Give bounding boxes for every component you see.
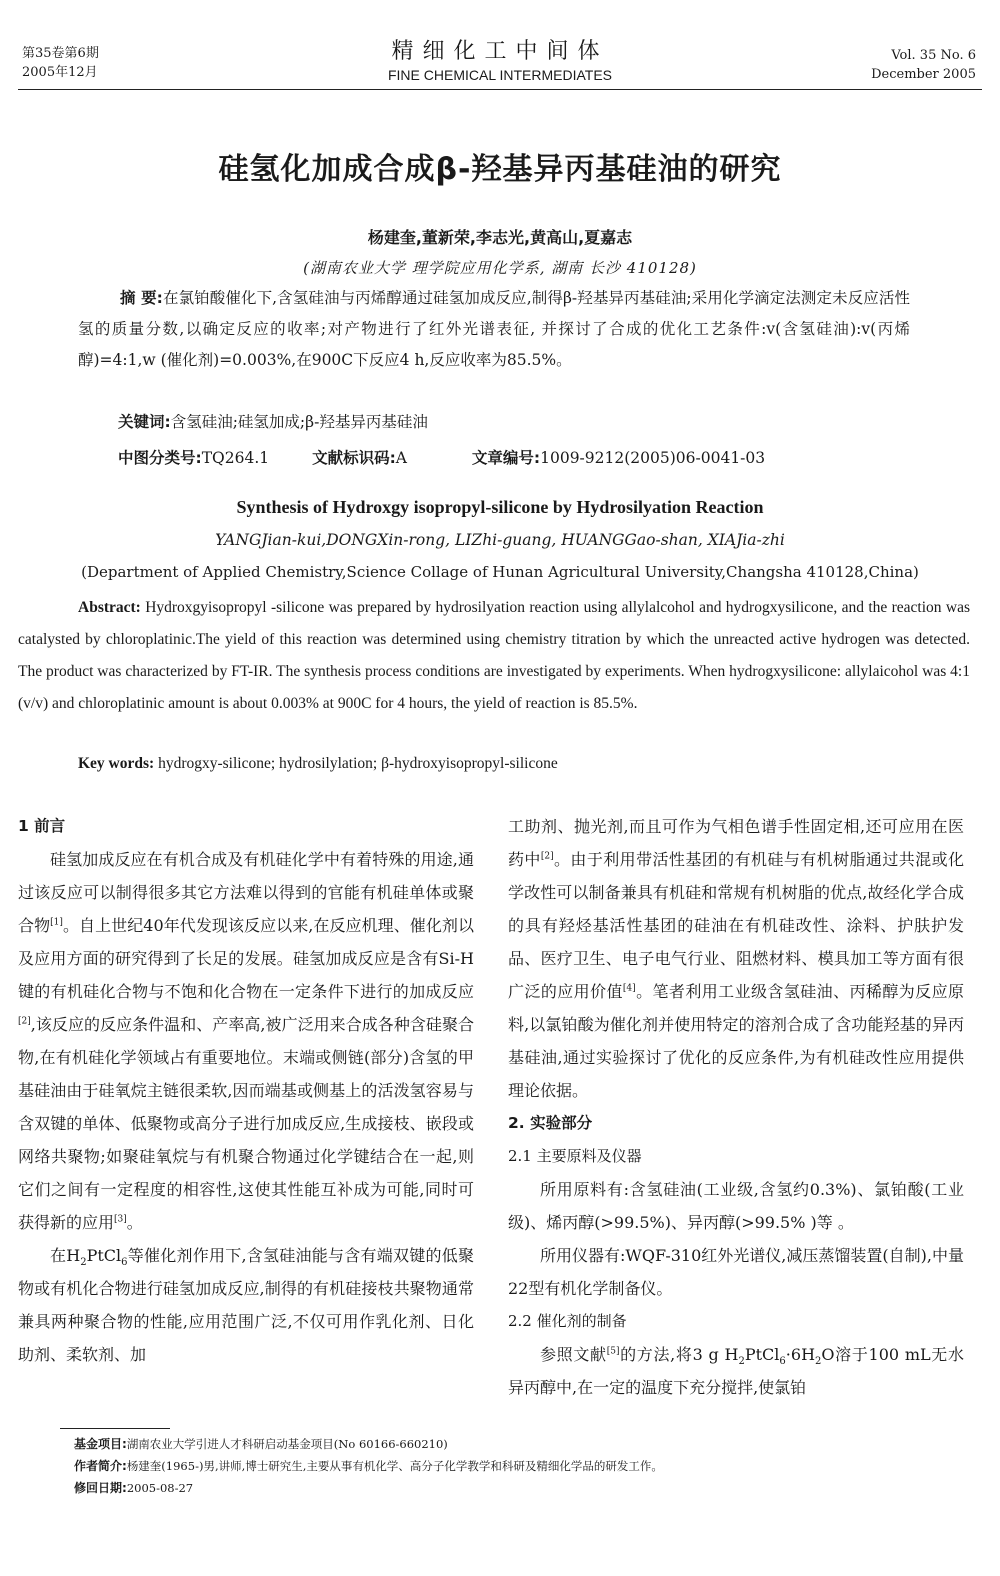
clc-value: TQ264.1 xyxy=(201,449,270,467)
volume-issue-cn: 第35卷第6期 xyxy=(22,46,99,61)
article-no-label: 文章编号: xyxy=(471,449,541,467)
keywords-cn-text: 含氢硅油;硅氢加成;β-羟基异丙基硅油 xyxy=(170,413,428,431)
abstract-cn-text: 在氯铂酸催化下,含氢硅油与丙烯醇通过硅氢加成反应,制得β-羟基异丙基硅油;采用化学滴定法测定未反应活性氢的质量分数,以确定反应的收率;对产物进行了红外光谱表征, 并探讨了合成的优化工艺条件:v(含氢硅油):v(丙烯醇)=4:1,w (催化剂)=0.003%,在900C下反应4 h,反应收率为85.5%。 xyxy=(78,289,910,369)
date-en: December 2005 xyxy=(871,67,976,82)
abstract-en-text: Hydroxgyisopropyl -silicone was prepared by hydrosilyation reaction using allylalcohol and hydrogxysilicone, and the reaction was catalysted by chloroplatinic.The yield of this reaction was determined using chemistry titration by which the unreacted active hydrogen was detected. The product was characterized by FT-IR. The synthesis process conditions are investigated by experiments. When hydrogxysilicone: allylaicohol was 4:1 (v/v) and chloroplatinic amount is about 0.003% at 900C for 4 hours, the yield of reaction is 85.5%. xyxy=(18,599,970,712)
clc-label: 中图分类号: xyxy=(118,449,202,467)
affiliation-en: (Department of Applied Chemistry,Science Collage of Hunan Agricultural University,Changsha 410128,China) xyxy=(81,563,919,581)
paragraph: 在$H_2PtCl_6$等催化剂作用下,含氢硅油能与含有端双键的低聚物或有机化合物进行硅氢加成反应,制得的有机硅接枝共聚物通常兼具两种聚合物的性能,应用范围广泛,不仅可用作乳化剂、日化助剂、柔软剂、加 xyxy=(18,1246,474,1364)
author-bio-label: 作者简介: xyxy=(74,1459,127,1473)
paper-title-en: Synthesis of Hydroxgy isopropyl-silicone by Hydrosilyation Reaction xyxy=(236,497,764,517)
header-left xyxy=(22,44,99,82)
affiliation-cn: (湖南农业大学 理学院应用化学系, 湖南 长沙 410128) xyxy=(303,259,697,277)
citation: [4] xyxy=(622,983,636,994)
header-divider xyxy=(18,89,982,90)
date-cn: 2005年12月 xyxy=(22,65,98,80)
citation: [1] xyxy=(50,917,63,928)
article-no-value: 1009-9212(2005)06-0041-03 xyxy=(540,449,766,467)
header-right xyxy=(871,46,976,84)
paragraph: 所用原料有:含氢硅油(工业级,含氢约0.3%)、氯铂酸(工业级)、烯丙醇(>99.5%)、异丙醇(>99.5% )等 。 xyxy=(508,1180,964,1232)
funding-label: 基金项目: xyxy=(74,1437,127,1451)
journal-name-en: FINE CHEMICAL INTERMEDIATES xyxy=(387,67,613,83)
paragraph: 所用仪器有:WQF-310红外光谱仪,减压蒸馏装置(自制),中量22型有机化学制备仪。 xyxy=(508,1246,964,1298)
paragraph: 工助剂、抛光剂,而且可作为气相色谱手性固定相,还可应用在医药中[2]。由于利用带活性基团的有机硅与有机树脂通过共混或化学改性可以制备兼具有机硅和常规有机树脂的优点,故经化学合成的具有羟烃基活性基团的硅油在有机硅改性、涂料、护肤护发品、医疗卫生、电子电气行业、阻燃材料、模具加工等方面有很广泛的应用价值[4]。笔者利用工业级含氢硅油、丙稀醇为反应原料,以氯铂酸为催化剂并使用特定的溶剂合成了含功能羟基的异丙基硅油,通过实验探讨了优化的反应条件,为有机硅改性应用提供理论依据。 xyxy=(508,817,964,1100)
revised-date-label: 修回日期: xyxy=(74,1481,127,1495)
funding-text: 湖南农业大学引进人才科研启动基金项目(No 60166-660210) xyxy=(126,1437,448,1451)
section-heading-experiment: 2. 实验部分 xyxy=(508,1114,593,1132)
section-heading-intro: 1 前言 xyxy=(18,817,66,835)
authors-en: YANGJian-kui,DONGXin-rong, LIZhi-guang, HUANGGao-shan, XIAJia-zhi xyxy=(215,531,785,549)
citation: [2] xyxy=(540,851,554,862)
keywords-en-label: Key words: xyxy=(78,755,155,772)
journal-name-cn: 精细化工中间体 xyxy=(391,39,609,64)
keywords-cn-label: 关键词: xyxy=(118,413,171,431)
keywords-cn xyxy=(118,410,428,432)
doc-code-value: A xyxy=(395,449,407,467)
journal-masthead xyxy=(300,34,700,83)
paper-title-cn: 硅氢化加成合成β-羟基异丙基硅油的研究 xyxy=(218,152,782,187)
subsection-heading-materials: 2.1 主要原料及仪器 xyxy=(508,1147,642,1165)
abstract-cn-label: 摘 要: xyxy=(120,289,163,307)
body-left-column xyxy=(18,810,474,1371)
abstract-en-label: Abstract: xyxy=(78,599,141,616)
classification-line xyxy=(118,446,918,468)
authors-cn: 杨建奎,董新荣,李志光,黄高山,夏嘉志 xyxy=(367,228,633,247)
paragraph: 硅氢加成反应在有机合成及有机硅化学中有着特殊的用途,通过该反应可以制得很多其它方法难以得到的官能有机硅单体或聚合物[1]。自上世纪40年代发现该反应以来,在反应机理、催化剂以及应用方面的研究得到了长足的发展。硅氢加成反应是含有Si-H键的有机硅化合物与不饱和化合物在一定条件下进行的加成反应[2],该反应的反应条件温和、产率高,被广泛用来合成各种含硅聚合物,在有机硅化学领域占有重要地位。末端或侧链(部分)含氢的甲基硅油由于硅氧烷主链很柔软,因而端基或侧基上的活泼氢容易与含双键的单体、低聚物或高分子进行加成反应,生成接枝、嵌段或网络共聚物;如聚硅氧烷与有机聚合物通过化学键结合在一起,则它们之间有一定程度的相容性,这使其性能互补成为可能,同时可获得新的应用[3]。 xyxy=(18,850,474,1232)
doc-code-label: 文献标识码: xyxy=(312,449,396,467)
citation: [3] xyxy=(114,1214,127,1225)
keywords-en-text: hydrogxy-silicone; hydrosilylation; β-hydroxyisopropyl-silicone xyxy=(158,755,558,772)
keywords-en xyxy=(78,755,558,773)
footnotes xyxy=(74,1433,974,1499)
revised-date-text: 2005-08-27 xyxy=(126,1481,194,1495)
footnote-divider xyxy=(60,1428,170,1429)
abstract-cn xyxy=(78,283,910,376)
volume-issue-en: Vol. 35 No. 6 xyxy=(891,48,976,63)
abstract-en xyxy=(18,592,970,720)
author-bio-text: 杨建奎(1965-)男,讲师,博士研究生,主要从事有机化学、高分子化学教学和科研及精细化学品的研发工作。 xyxy=(126,1459,663,1473)
citation: [2] xyxy=(18,1016,31,1027)
subsection-heading-catalyst: 2.2 催化剂的制备 xyxy=(508,1312,627,1330)
citation: [5] xyxy=(606,1346,620,1357)
body-right-column xyxy=(508,810,964,1404)
paragraph: 参照文献[5]的方法,将3 g $H_2PtCl_6\cdot 6H_2O$溶于100 mL无水异丙醇中,在一定的温度下充分搅拌,使氯铂 xyxy=(508,1345,964,1397)
